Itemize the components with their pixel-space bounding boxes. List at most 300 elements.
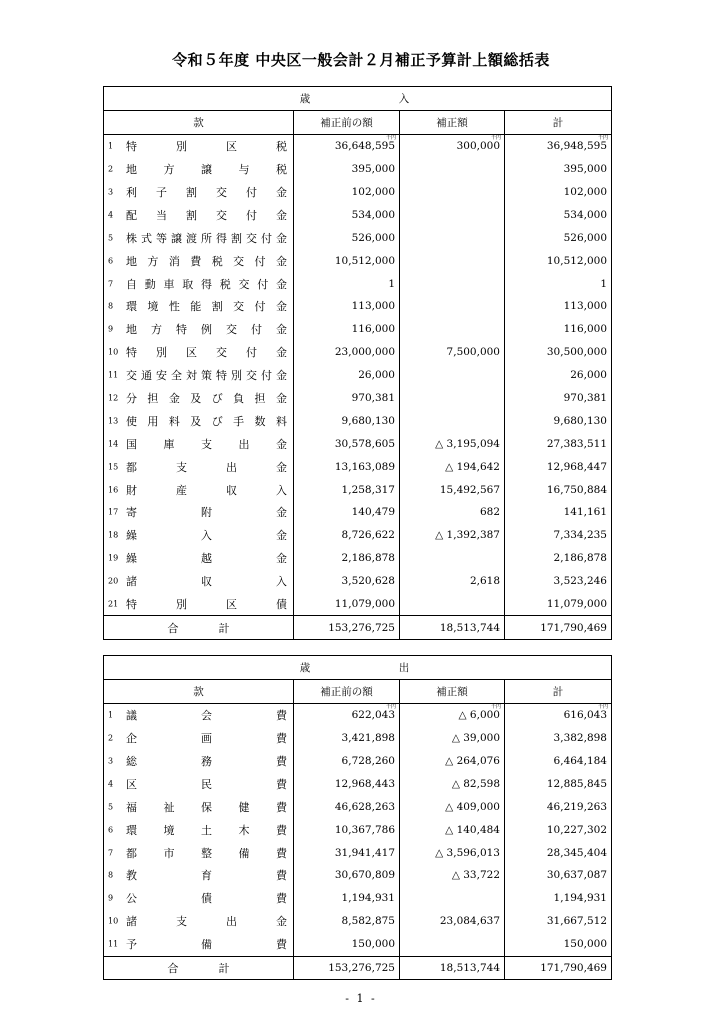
amount-change (400, 478, 505, 501)
amount-before (294, 703, 400, 726)
kan-cell (104, 910, 294, 933)
kan-cell (104, 547, 294, 570)
amount-value: 300,000 (456, 140, 500, 153)
kan-name: 都 支 出 金 (126, 460, 287, 474)
amount-change (400, 364, 505, 387)
col-header-before: 補正前の額 (294, 679, 400, 703)
amount-total (505, 547, 612, 570)
kan-name: 株 式 等 譲 渡 所 得 割 交 付 金 (126, 231, 287, 245)
col-header-before: 補正前の額 (294, 110, 400, 134)
amount-value: 1,258,317 (341, 483, 395, 496)
amount-value: △ 194,642 (445, 460, 500, 473)
kan-name: 環 境 土 木 費 (126, 823, 287, 837)
kan-cell (104, 318, 294, 341)
col-header-kan: 款 (104, 679, 294, 703)
table-row (104, 249, 612, 272)
row-number: 3 (108, 187, 114, 197)
amount-value: 3,523,246 (553, 575, 607, 588)
kan-cell (104, 570, 294, 593)
amount-value: 10,512,000 (334, 254, 395, 267)
amount-value: 970,381 (563, 392, 607, 405)
table-row (104, 318, 612, 341)
amount-value: 7,500,000 (446, 346, 500, 359)
amount-value: 23,000,000 (334, 346, 395, 359)
amount-change (400, 910, 505, 933)
kan-name: 地 方 譲 与 税 (126, 163, 287, 177)
amount-before (294, 318, 400, 341)
amount-value: 8,726,622 (341, 529, 395, 542)
amount-change (400, 226, 505, 249)
kan-cell (104, 272, 294, 295)
kan-cell (104, 750, 294, 773)
amount-value: 36,648,595 (334, 140, 395, 153)
amount-value: 171,790,469 (540, 621, 607, 634)
table-row (104, 409, 612, 432)
row-number: 8 (108, 301, 114, 311)
amount-value: 3,520,628 (341, 575, 395, 588)
amount-value: △ 3,195,094 (435, 437, 500, 450)
amount-value: 36,948,595 (546, 140, 607, 153)
row-number: 9 (108, 893, 114, 903)
amount-value: 6,728,260 (341, 755, 395, 767)
amount-total (505, 933, 612, 956)
amount-total (505, 818, 612, 841)
amount-before (294, 818, 400, 841)
kan-name: 利 子 割 交 付 金 (126, 186, 287, 199)
table-row (104, 134, 612, 157)
kan-cell (104, 524, 294, 547)
amount-value: 534,000 (563, 208, 607, 221)
amount-total (505, 409, 612, 432)
amount-change (400, 318, 505, 341)
table-row (104, 887, 612, 910)
amount-value: 534,000 (351, 208, 395, 221)
amount-change (400, 272, 505, 295)
amount-value: 12,968,447 (546, 460, 607, 473)
kan-name: 教 育 費 (126, 869, 287, 883)
kan-cell (104, 841, 294, 864)
row-number: 1 (108, 710, 114, 720)
amount-total (505, 524, 612, 547)
row-number: 20 (108, 576, 119, 586)
total-label (104, 956, 294, 980)
row-number: 19 (108, 553, 119, 563)
amount-total (505, 478, 612, 501)
row-number: 14 (108, 439, 119, 449)
amount-value: 6,464,184 (553, 755, 607, 767)
amount-change (400, 181, 505, 204)
kan-cell (104, 478, 294, 501)
table-row (104, 547, 612, 570)
amount-value: 12,968,443 (334, 777, 395, 790)
amount-change (400, 249, 505, 272)
total-change (400, 956, 505, 980)
amount-value: 141,161 (563, 506, 607, 519)
amount-value: 113,000 (563, 300, 607, 313)
total-before (294, 956, 400, 980)
amount-value: 113,000 (351, 300, 395, 313)
amount-before (294, 841, 400, 864)
kan-name: 繰 入 金 (126, 529, 287, 543)
total-label-text: 合 計 (167, 962, 230, 976)
kan-name: 都 市 整 備 費 (126, 846, 287, 860)
amount-total (505, 570, 612, 593)
row-number: 11 (108, 939, 119, 949)
kan-cell (104, 181, 294, 204)
table-row (104, 364, 612, 387)
amount-before (294, 134, 400, 157)
amount-before (294, 249, 400, 272)
col-header-total: 計 (505, 679, 612, 703)
amount-total (505, 272, 612, 295)
unit-label: 千円 (385, 134, 396, 141)
row-number: 11 (108, 370, 119, 380)
amount-before (294, 455, 400, 478)
amount-change (400, 387, 505, 410)
kan-name: 財 産 収 入 (126, 483, 287, 497)
amount-value: 28,345,404 (546, 846, 607, 859)
amount-before (294, 887, 400, 910)
table-row (104, 203, 612, 226)
table-row (104, 841, 612, 864)
amount-value: 15,492,567 (439, 483, 500, 496)
amount-value: 31,667,512 (546, 915, 607, 928)
amount-total (505, 295, 612, 318)
amount-change (400, 455, 505, 478)
kan-cell (104, 134, 294, 157)
kan-name: 繰 越 金 (126, 552, 287, 566)
unit-label: 千円 (490, 134, 501, 141)
amount-before (294, 341, 400, 364)
kan-cell (104, 887, 294, 910)
kan-cell (104, 818, 294, 841)
row-number: 12 (108, 393, 119, 403)
amount-change (400, 933, 505, 956)
page-number: - 1 - (345, 992, 377, 1005)
total-label-text: 合 計 (167, 621, 230, 635)
amount-change (400, 547, 505, 570)
row-number: 4 (108, 779, 114, 789)
amount-change (400, 295, 505, 318)
amount-value: 102,000 (563, 186, 607, 198)
amount-value: 1,194,931 (553, 892, 607, 905)
amount-value: 150,000 (563, 938, 607, 951)
total-row (104, 616, 612, 640)
total-change (400, 616, 505, 640)
amount-before (294, 750, 400, 773)
amount-change (400, 409, 505, 432)
amount-total (505, 795, 612, 818)
total-label (104, 616, 294, 640)
amount-value: 9,680,130 (553, 414, 607, 427)
amount-total (505, 703, 612, 726)
amount-total (505, 455, 612, 478)
amount-value: 395,000 (563, 163, 607, 176)
amount-value: △ 264,076 (445, 755, 500, 767)
kan-name: 環 境 性 能 割 交 付 金 (126, 300, 287, 314)
amount-change (400, 203, 505, 226)
amount-total (505, 593, 612, 616)
row-number: 7 (108, 848, 114, 858)
amount-value: 622,043 (351, 709, 395, 722)
amount-value: 2,618 (469, 575, 500, 588)
total-total (505, 956, 612, 980)
amount-before (294, 570, 400, 593)
amount-total (505, 158, 612, 181)
amount-before (294, 226, 400, 249)
amount-value: 116,000 (563, 323, 607, 336)
amount-total (505, 134, 612, 157)
kan-cell (104, 341, 294, 364)
amount-total (505, 864, 612, 887)
table-row (104, 750, 612, 773)
kan-cell (104, 432, 294, 455)
amount-total (505, 364, 612, 387)
table-row (104, 524, 612, 547)
amount-value: 10,512,000 (546, 254, 607, 267)
table-row (104, 933, 612, 956)
kan-name: 寄 附 金 (126, 506, 287, 520)
kan-name: 特 別 区 債 (126, 598, 287, 612)
kan-name: 特 別 区 税 (126, 140, 287, 154)
table-row (104, 910, 612, 933)
amount-total (505, 887, 612, 910)
amount-change (400, 750, 505, 773)
amount-before (294, 933, 400, 956)
kan-name: 議 会 費 (126, 709, 287, 723)
amount-value: 26,000 (358, 369, 395, 382)
amount-value: 18,513,744 (439, 962, 500, 975)
amount-before (294, 409, 400, 432)
row-number: 18 (108, 530, 119, 540)
amount-value: △ 6,000 (458, 709, 500, 722)
amount-value: 27,383,511 (546, 437, 607, 450)
kan-cell (104, 727, 294, 750)
amount-total (505, 727, 612, 750)
amount-value: 3,382,898 (553, 732, 607, 745)
amount-value: 2,186,878 (341, 552, 395, 565)
amount-value: 10,367,786 (334, 823, 395, 836)
amount-value: 171,790,469 (540, 962, 607, 975)
table-row (104, 818, 612, 841)
col-header-change: 補正額 (400, 679, 505, 703)
table-row (104, 432, 612, 455)
amount-before (294, 593, 400, 616)
table-row (104, 593, 612, 616)
amount-value: 46,628,263 (334, 800, 395, 813)
amount-value: 30,578,605 (334, 437, 395, 450)
amount-before (294, 364, 400, 387)
kan-cell (104, 158, 294, 181)
kan-name: 交 通 安 全 対 策 特 別 交 付 金 (126, 369, 287, 383)
amount-before (294, 203, 400, 226)
amount-value: 31,941,417 (334, 846, 395, 859)
table-row (104, 341, 612, 364)
kan-name: 使 用 料 及 び 手 数 料 (126, 414, 287, 428)
amount-before (294, 478, 400, 501)
kan-cell (104, 772, 294, 795)
amount-value: 616,043 (563, 709, 607, 722)
table-row (104, 727, 612, 750)
amount-value: 1,194,931 (341, 892, 395, 905)
table-row (104, 158, 612, 181)
amount-value: 8,582,875 (341, 915, 395, 928)
amount-change (400, 703, 505, 726)
amount-value: 153,276,725 (328, 962, 395, 975)
amount-value: 7,334,235 (553, 529, 607, 542)
amount-value: 16,750,884 (546, 483, 607, 496)
col-header-kan: 款 (104, 110, 294, 134)
expenditure-table (103, 655, 612, 980)
row-number: 13 (108, 416, 119, 426)
amount-total (505, 501, 612, 524)
amount-value: △ 1,392,387 (435, 529, 500, 542)
amount-change (400, 727, 505, 750)
amount-total (505, 341, 612, 364)
kan-name: 地 方 特 例 交 付 金 (126, 323, 287, 337)
unit-label: 千円 (597, 703, 608, 710)
kan-name: 区 民 費 (126, 777, 287, 791)
page-title: 令和５年度 中央区一般会計２月補正予算計上額総括表 (172, 51, 550, 69)
amount-value: 395,000 (351, 163, 395, 176)
amount-before (294, 727, 400, 750)
row-number: 5 (108, 802, 114, 812)
row-number: 15 (108, 462, 119, 472)
amount-change (400, 501, 505, 524)
amount-value: 12,885,845 (546, 777, 607, 790)
kan-name: 地 方 消 費 税 交 付 金 (126, 254, 287, 268)
amount-value: 26,000 (570, 369, 607, 382)
kan-cell (104, 387, 294, 410)
amount-before (294, 772, 400, 795)
amount-value: 682 (479, 506, 500, 519)
amount-total (505, 910, 612, 933)
amount-change (400, 593, 505, 616)
amount-before (294, 864, 400, 887)
table-row (104, 478, 612, 501)
row-number: 16 (108, 485, 119, 495)
amount-total (505, 841, 612, 864)
table-row (104, 455, 612, 478)
amount-change (400, 795, 505, 818)
amount-total (505, 318, 612, 341)
amount-before (294, 432, 400, 455)
kan-name: 国 庫 支 出 金 (126, 437, 287, 451)
amount-before (294, 547, 400, 570)
col-header-change: 補正額 (400, 110, 505, 134)
amount-before (294, 795, 400, 818)
row-number: 3 (108, 756, 114, 766)
total-before (294, 616, 400, 640)
amount-change (400, 432, 505, 455)
amount-value: △ 39,000 (451, 732, 500, 745)
amount-total (505, 772, 612, 795)
kan-cell (104, 501, 294, 524)
amount-change (400, 341, 505, 364)
row-number: 1 (108, 141, 114, 151)
row-number: 8 (108, 870, 114, 880)
amount-value: △ 3,596,013 (435, 846, 500, 859)
row-number: 9 (108, 324, 114, 334)
kan-name: 予 備 費 (126, 938, 287, 952)
kan-name: 公 債 費 (126, 892, 287, 906)
kan-name: 諸 収 入 (126, 575, 287, 589)
amount-value: △ 33,722 (451, 869, 500, 882)
row-number: 10 (108, 347, 119, 357)
amount-total (505, 181, 612, 204)
kan-name: 自 動 車 取 得 税 交 付 金 (126, 277, 287, 291)
amount-change (400, 818, 505, 841)
amount-value: 18,513,744 (439, 621, 500, 634)
amount-value: 970,381 (351, 392, 395, 405)
amount-value: 1 (388, 277, 395, 290)
amount-value: 116,000 (351, 323, 395, 336)
amount-value: 13,163,089 (334, 460, 395, 473)
row-number: 6 (108, 825, 114, 835)
row-number: 5 (108, 233, 114, 243)
amount-change (400, 524, 505, 547)
expenditure-section-label: 歳 出 (104, 656, 612, 680)
table-row (104, 295, 612, 318)
col-header-total: 計 (505, 110, 612, 134)
kan-cell (104, 409, 294, 432)
amount-total (505, 750, 612, 773)
revenue-section-label: 歳 入 (104, 87, 612, 111)
table-row (104, 703, 612, 726)
amount-value: 153,276,725 (328, 621, 395, 634)
amount-value: 23,084,637 (439, 915, 500, 928)
row-number: 17 (108, 507, 119, 517)
row-number: 6 (108, 256, 114, 266)
amount-before (294, 910, 400, 933)
amount-before (294, 387, 400, 410)
total-row (104, 956, 612, 980)
amount-value: 9,680,130 (341, 414, 395, 427)
row-number: 21 (108, 599, 119, 609)
amount-before (294, 501, 400, 524)
total-total (505, 616, 612, 640)
unit-label: 千円 (385, 703, 396, 710)
amount-value: 10,227,302 (546, 823, 607, 836)
row-number: 2 (108, 164, 114, 174)
amount-value: 30,500,000 (546, 346, 607, 359)
amount-before (294, 272, 400, 295)
amount-total (505, 226, 612, 249)
amount-total (505, 387, 612, 410)
amount-before (294, 158, 400, 181)
kan-cell (104, 249, 294, 272)
amount-total (505, 249, 612, 272)
amount-value: 2,186,878 (553, 552, 607, 565)
kan-name: 福 祉 保 健 費 (126, 800, 287, 814)
table-row (104, 570, 612, 593)
amount-value: 150,000 (351, 938, 395, 951)
kan-name: 配 当 割 交 付 金 (126, 208, 287, 222)
amount-value: △ 140,484 (445, 823, 500, 836)
table-row (104, 181, 612, 204)
amount-value: 102,000 (351, 186, 395, 198)
table-row (104, 272, 612, 295)
amount-change (400, 158, 505, 181)
amount-value: 46,219,263 (546, 800, 607, 813)
unit-label: 千円 (490, 703, 501, 710)
unit-label: 千円 (597, 134, 608, 141)
kan-cell (104, 703, 294, 726)
amount-value: 30,637,087 (546, 869, 607, 882)
amount-value: 526,000 (351, 231, 395, 244)
table-row (104, 387, 612, 410)
kan-cell (104, 203, 294, 226)
